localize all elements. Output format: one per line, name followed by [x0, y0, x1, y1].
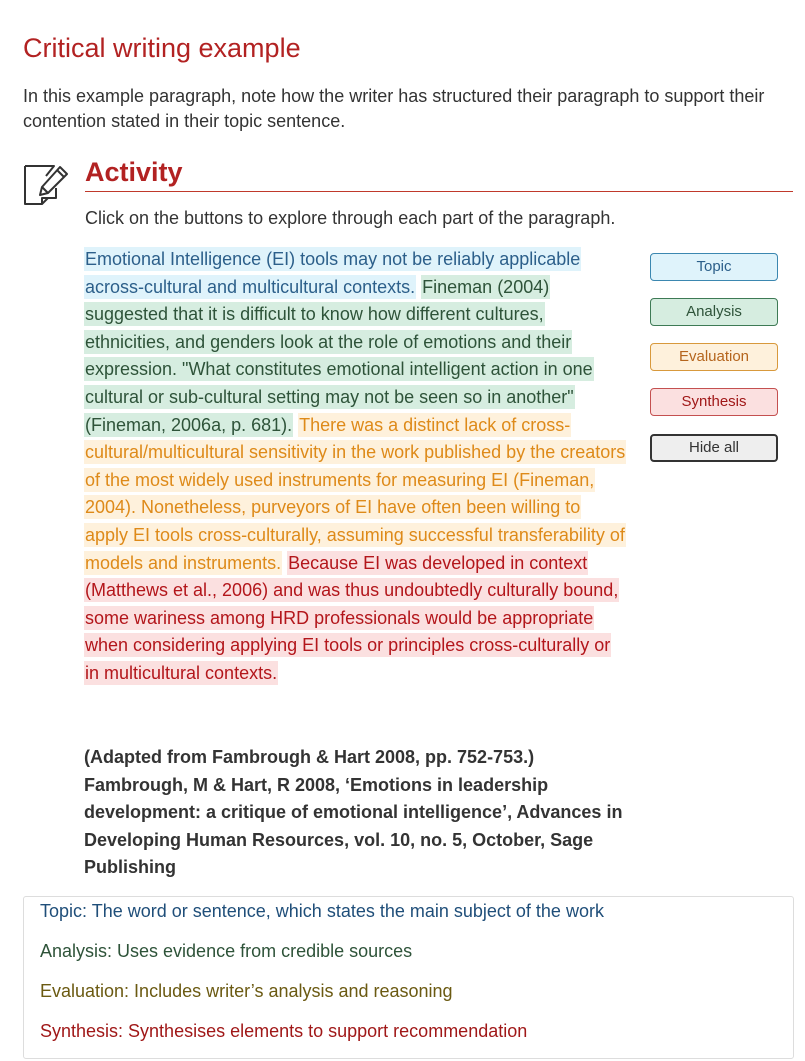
paragraph-evaluation-segment: There was a distinct lack of cross-cultural/multicultural sensitivity in the work published by the creators of the most widely used instruments for measuring EI (Fineman, 2004). Nonetheless, purveyors of EI have often been willing to apply EI tools cross-culturally, assuming successful transferability of models and instruments. [85, 414, 626, 573]
page-title: Critical writing example [23, 33, 301, 63]
pencil-paper-icon [22, 162, 70, 208]
analysis-button[interactable]: Analysis [650, 298, 778, 326]
example-paragraph [84, 246, 628, 688]
legend-box [23, 896, 794, 1059]
paragraph-topic-segment: Emotional Intelligence (EI) tools may not be reliably applicable across-cultural and multicultural contexts. [85, 249, 581, 297]
citation-adapted-line: (Adapted from Fambrough & Hart 2008, pp. 752-753.) [84, 747, 535, 767]
intro-text: In this example paragraph, note how the writer has structured their paragraph to support their contention stated in their topic sentence. [23, 86, 765, 131]
activity-divider [85, 191, 793, 192]
legend-evaluation: Evaluation: Includes writer’s analysis and reasoning [40, 981, 453, 1001]
topic-button[interactable]: Topic [650, 253, 778, 281]
activity-title: Activity [85, 157, 183, 187]
hide-all-button[interactable]: Hide all [650, 434, 778, 462]
citation [84, 744, 644, 882]
activity-instructions: Click on the buttons to explore through each part of the paragraph. [85, 208, 616, 228]
synthesis-button[interactable]: Synthesis [650, 388, 778, 416]
citation-reference: Fambrough, M & Hart, R 2008, ‘Emotions in leadership development: a critique of emotional intelligence’, Advances in Developing Human Resources, vol. 10, no. 5, October, Sage Publishing [84, 774, 623, 878]
legend-synthesis: Synthesis: Synthesises elements to support recommendation [40, 1021, 528, 1041]
evaluation-button[interactable]: Evaluation [650, 343, 778, 371]
legend-analysis: Analysis: Uses evidence from credible sources [40, 941, 413, 961]
legend-topic: Topic: The word or sentence, which states the main subject of the work [40, 901, 604, 921]
paragraph-analysis-segment: Fineman (2004) suggested that it is difficult to know how different cultures, ethnicities, and genders look at the role of emotions and their expression. "What constitutes emotional intelligent action in one cultural or sub-cultural setting may not be seen so in another" (Fineman, 2006a, p. 681). [85, 276, 593, 435]
paragraph-synthesis-segment: Because EI was developed in context (Matthews et al., 2006) and was thus undoubtedly culturally bound, some wariness among HRD professionals would be appropriate when considering applying EI tools or principles cross-culturally or in multicultural contexts. [85, 552, 619, 683]
